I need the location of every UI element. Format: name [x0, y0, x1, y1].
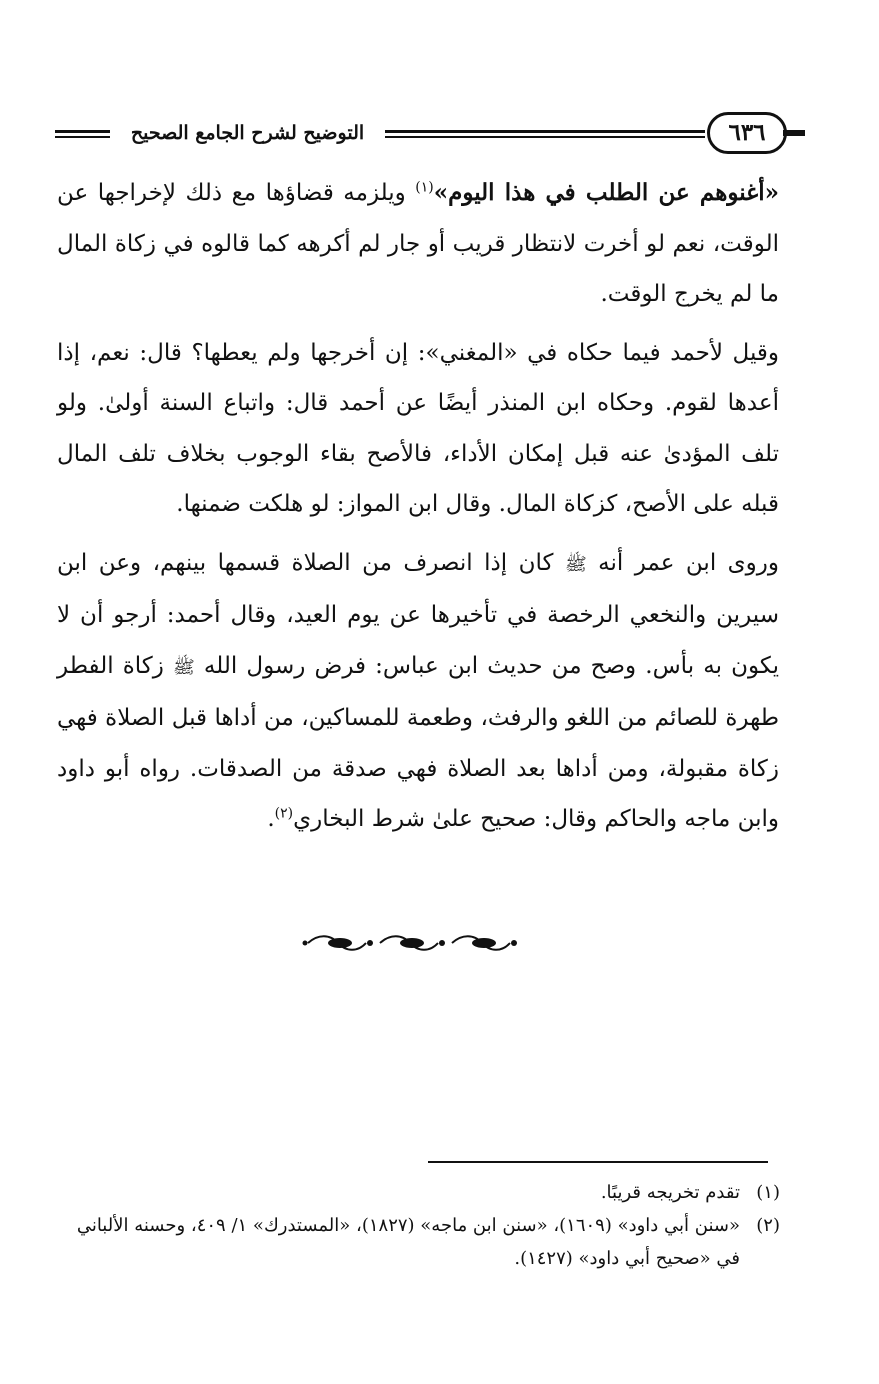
- hadith-quote: «أغنوهم عن الطلب في هذا اليوم»: [433, 179, 779, 206]
- footnotes: [60, 1176, 780, 1275]
- header-rule-left: [55, 130, 110, 138]
- paragraph-3-end: .: [267, 806, 275, 832]
- footnote-number: (٢): [756, 1215, 780, 1236]
- footnote-separator: [428, 1161, 768, 1163]
- salutation-glyph: ﷺ: [564, 553, 587, 575]
- footnote-ref-1: (١): [415, 179, 434, 196]
- header-rule-middle: [385, 130, 705, 138]
- main-text: [57, 168, 779, 845]
- footnote-1: [60, 1176, 780, 1209]
- paragraph-3: [57, 538, 779, 845]
- footnote-ref-2: (٢): [274, 805, 294, 822]
- paragraph-3-text-1: وروى ابن عمر أنه: [586, 549, 779, 576]
- footnote-2: [60, 1209, 780, 1275]
- salutation-glyph: ﷺ: [173, 656, 195, 678]
- section-end-ornament: [300, 930, 530, 956]
- footnote-text: «سنن أبي داود» (١٦٠٩)، «سنن ابن ماجه» (١٨٢٧)، «المستدرك» ١/ ٤٠٩، وحسنه الألباني في «صحيح أبي داود» (١٤٢٧).: [76, 1215, 740, 1269]
- page-number-badge: ٦٣٦: [707, 112, 787, 154]
- footnote-number: (١): [756, 1182, 780, 1203]
- page-header: [55, 112, 775, 156]
- paragraph-3-text-3: زكاة الفطر طهرة للصائم من اللغو والرفث، وطعمة للمساكين، من أداها قبل الصلاة فهي زكاة مقبولة، ومن أداها بعد الصلاة فهي صدقة من الصدقات. رواه أبو داود وابن ماجه والحاكم وقال: صحيح علىٰ شرط البخاري: [57, 652, 779, 832]
- running-title: التوضيح لشرح الجامع الصحيح: [130, 122, 365, 144]
- paragraph-3-text-2: كان إذا انصرف من الصلاة قسمها بينهم، وعن ابن سيرين والنخعي الرخصة في تأخيرها عن يوم العيد، وقال أحمد: أرجو أن لا يكون به بأس. وصح من حديث ابن عباس: فرض رسول الله: [57, 549, 779, 679]
- paragraph-1: [57, 168, 779, 320]
- footnote-text: تقدم تخريجه قريبًا.: [600, 1182, 740, 1203]
- paragraph-1-text: ويلزمه قضاؤها مع ذلك لإخراجها عن الوقت، نعم لو أخرت لانتظار قريب أو جار لم أكرهه كما قالوه في زكاة المال ما لم يخرج الوقت.: [57, 180, 779, 307]
- paragraph-2: وقيل لأحمد فيما حكاه في «المغني»: إن أخرجها ولم يعطها؟ قال: نعم، إذا أعدها لقوم. وحكاه ابن المنذر أيضًا عن أحمد قال: واتباع السنة أولىٰ. ولو تلف المؤدىٰ عنه قبل إمكان الأداء، فالأصح بقاء الوجوب بخلاف تلف المال قبله على الأصح، كزكاة المال. وقال ابن المواز: لو هلكت ضمنها.: [57, 339, 779, 517]
